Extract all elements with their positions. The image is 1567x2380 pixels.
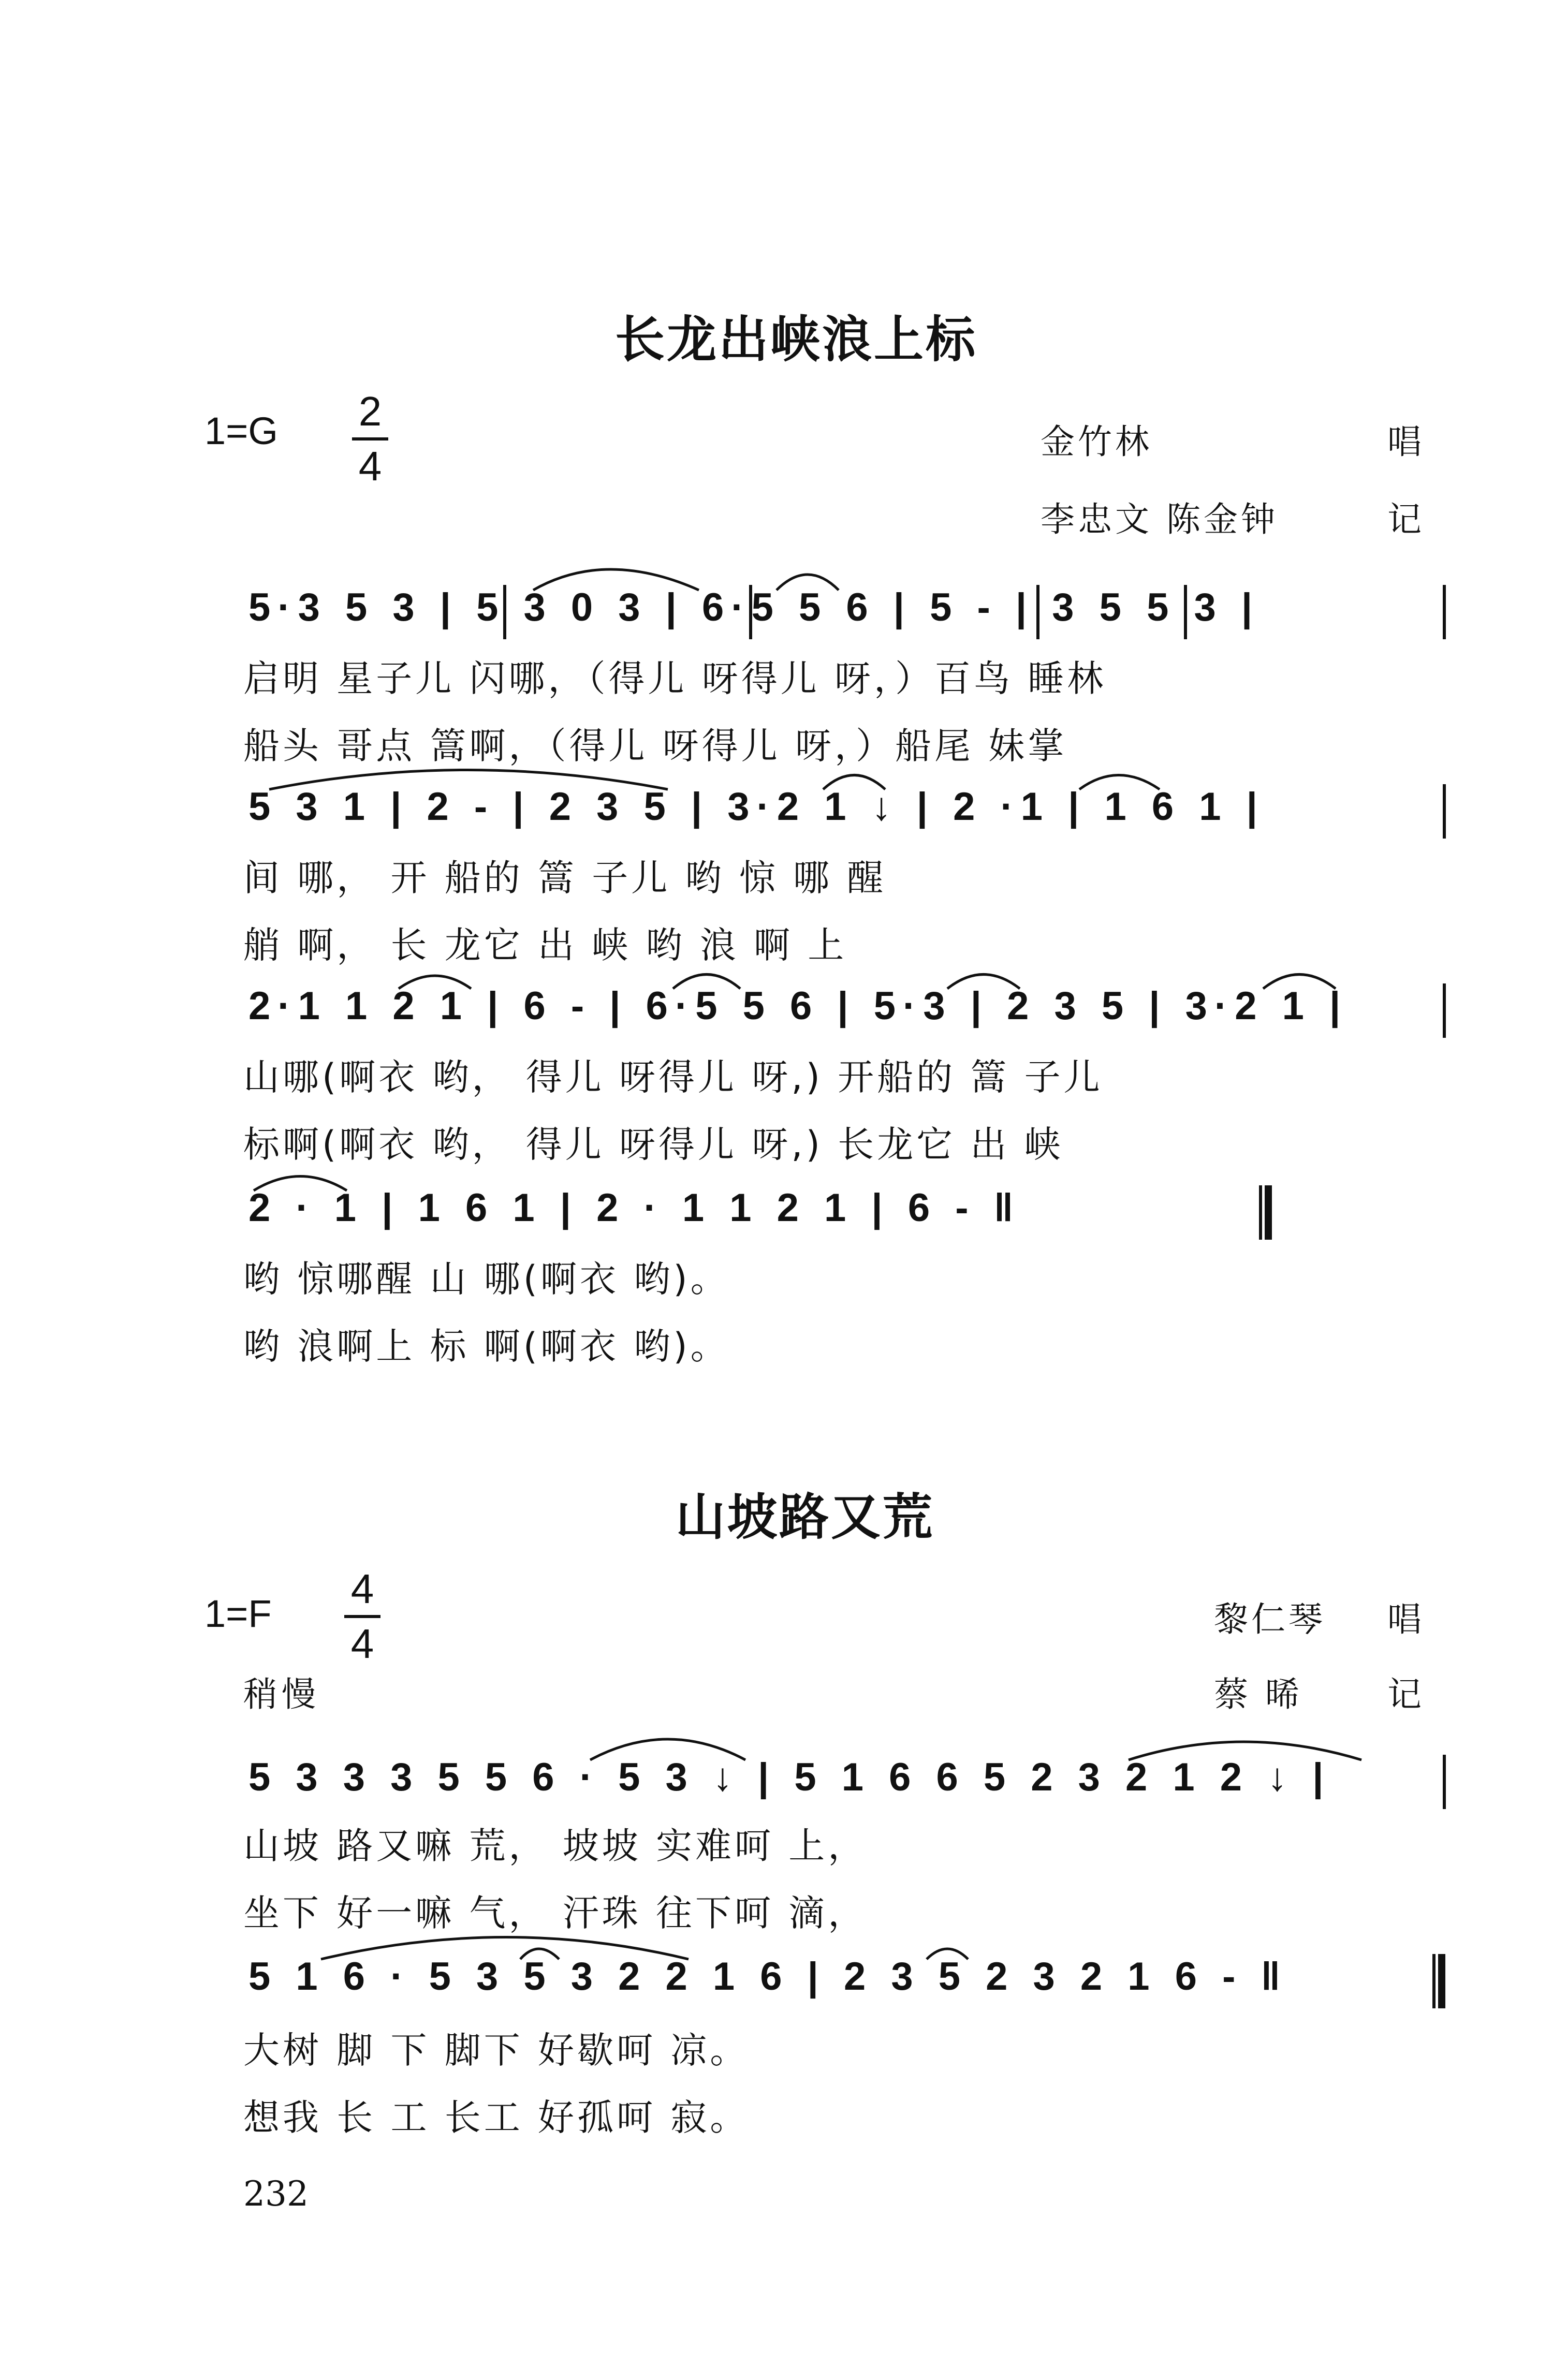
- key-signature: 1=G: [204, 409, 278, 452]
- key-signature: 1=F: [204, 1592, 272, 1635]
- notation-line: 5 3 1 | 2 - | 2 3 5 | 3·2 1 ↓ | 2 ·1 | 1 6 1 |: [248, 785, 1265, 829]
- song-title: 山坡路又荒: [676, 1488, 934, 1546]
- notation-line: 5·3 5 3 | 5 3 0 3 | 6·5 5 6 | 5 - | 3 5 5 3 |: [248, 585, 1260, 629]
- lyric-verse-1: 启明 星子儿 闪哪，（得儿 呀得儿 呀，）百鸟 睡林: [243, 657, 1107, 700]
- lyric-verse-2: 坐下 好一嘛 气， 汗珠 往下呵 滴，: [243, 1892, 868, 1934]
- lyric-verse-2: 哟 浪啊上 标 啊(啊衣 哟)。: [243, 1325, 730, 1368]
- lyric-verse-1: 山哪(啊衣 哟， 得儿 呀得儿 呀,) 开船的 篙 子儿: [243, 1056, 1103, 1098]
- lyric-verse-2: 船头 哥点 篙啊，（得儿 呀得儿 呀，）船尾 妹掌: [243, 725, 1067, 767]
- singer-role: 唱: [1387, 1599, 1425, 1639]
- meter-bottom: 4: [350, 1621, 374, 1667]
- notation-line: 2 · 1 | 1 6 1 | 2 · 1 1 2 1 | 6 - ‖: [248, 1186, 1021, 1230]
- notation-line: 5 3 3 3 5 5 6 · 5 3 ↓ | 5 1 6 6 5 2 3 2 1 2 ↓ |: [248, 1755, 1331, 1799]
- lyric-verse-1: 哟 惊哪醒 山 哪(啊衣 哟)。: [243, 1258, 730, 1300]
- meter-top: 2: [358, 388, 382, 434]
- notation-line: 5 1 6 · 5 3 5 3 2 2 1 6 | 2 3 5 2 3 2 1 6 - ‖: [248, 1955, 1288, 1999]
- meter-top: 4: [350, 1566, 374, 1612]
- recorder-role: 记: [1387, 1674, 1425, 1714]
- lyric-verse-1: 间 哪， 开 船的 篙 子儿 哟 惊 哪 醒: [243, 857, 887, 899]
- recorder-role: 记: [1387, 499, 1425, 539]
- recorder-names: 蔡 晞: [1214, 1674, 1302, 1714]
- lyric-verse-1: 大树 脚 下 脚下 好歇呵 凉。: [243, 2029, 750, 2072]
- lyric-verse-2: 想我 长 工 长工 好孤呵 寂。: [243, 2096, 750, 2139]
- meter-bottom: 4: [358, 443, 382, 489]
- notation-line: 2·1 1 2 1 | 6 - | 6·5 5 6 | 5·3 | 2 3 5 | 3·2 1 |: [248, 984, 1348, 1028]
- page-number: 232: [243, 2174, 309, 2214]
- singer-name: 黎仁琴: [1214, 1599, 1326, 1639]
- lyric-verse-2: 标啊(啊衣 哟， 得儿 呀得儿 呀,) 长龙它 出 峡: [243, 1123, 1064, 1166]
- song-title: 长龙出峡浪上标: [615, 311, 977, 369]
- tempo-marking: 稍慢: [243, 1674, 320, 1714]
- lyric-verse-2: 艄 啊， 长 龙它 出 峡 哟 浪 啊 上: [243, 924, 847, 966]
- singer-name: 金竹林: [1041, 422, 1152, 462]
- lyric-verse-1: 山坡 路又嘛 荒， 坡坡 实难呵 上，: [243, 1825, 868, 1867]
- recorder-names: 李忠文 陈金钟: [1041, 499, 1278, 539]
- singer-role: 唱: [1387, 422, 1425, 462]
